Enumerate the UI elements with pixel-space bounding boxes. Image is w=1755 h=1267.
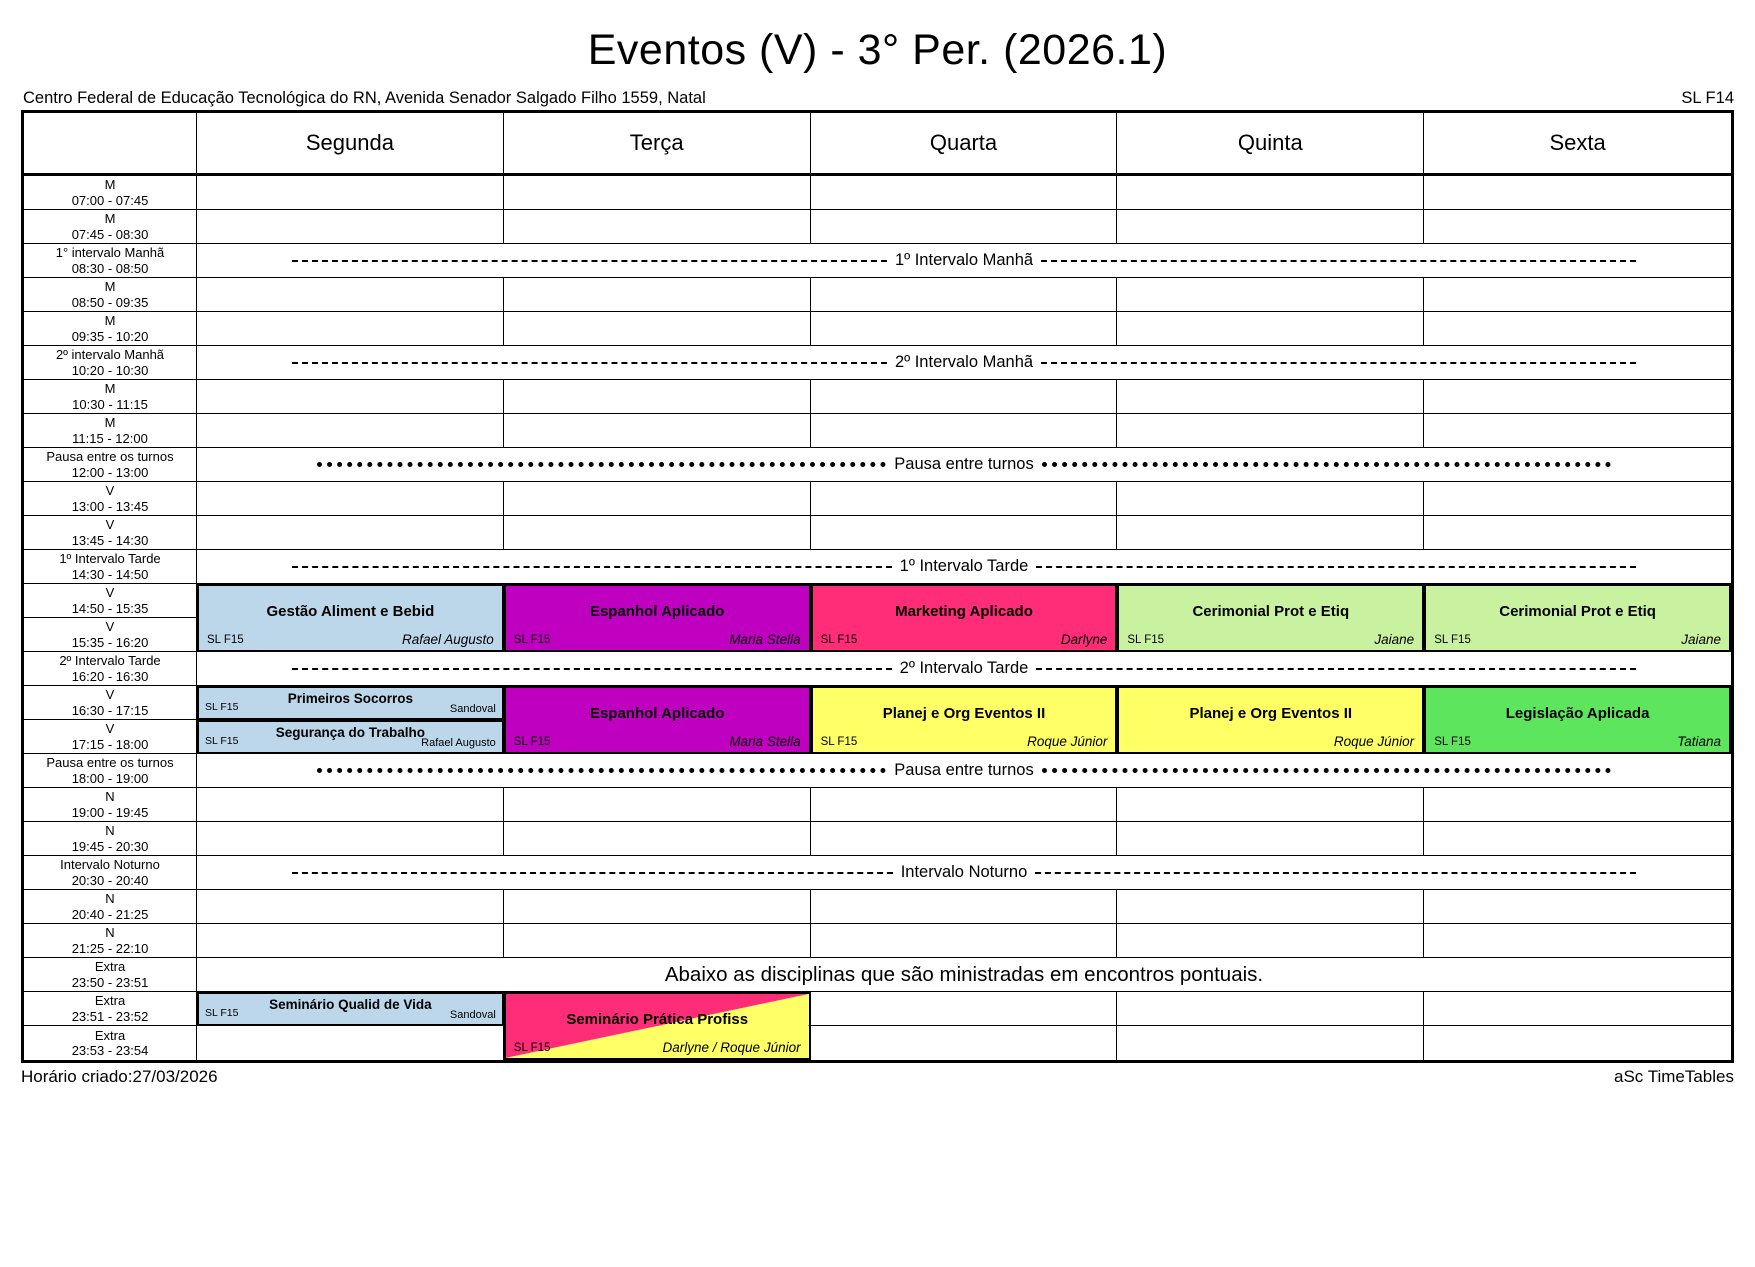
class-teacher: Jaiane <box>1374 632 1415 647</box>
class-teacher: Sandoval <box>449 703 496 715</box>
slot-cell <box>197 516 504 550</box>
slot-cell <box>504 380 811 414</box>
dashed-line <box>1036 668 1636 670</box>
time-row-label: Pausa entre os turnos <box>46 449 174 464</box>
slot-cell <box>197 1026 504 1060</box>
dashed-line <box>1036 566 1636 568</box>
time-row-range: 08:30 - 08:50 <box>71 260 149 276</box>
time-row-label: M <box>104 279 116 294</box>
day-header-terça: Terça <box>504 113 811 176</box>
class-room: SL F15 <box>205 1007 239 1019</box>
time-row-label: Pausa entre os turnos <box>46 755 174 770</box>
time-row-range: 13:45 - 14:30 <box>71 532 149 548</box>
slot-cell <box>1117 414 1424 448</box>
dashed-line <box>292 872 893 874</box>
time-cell <box>24 720 197 754</box>
class-block <box>1117 584 1424 652</box>
time-row-range: 23:53 - 23:54 <box>71 1043 149 1058</box>
interval-row <box>197 550 1731 584</box>
class-title: Espanhol Aplicado <box>589 705 725 722</box>
dashed-line <box>292 362 887 364</box>
corner-cell <box>24 113 197 176</box>
time-row-label: M <box>104 415 116 430</box>
slot-cell <box>811 210 1118 244</box>
class-title: Cerimonial Prot e Etiq <box>1499 603 1656 620</box>
time-row-label: N <box>105 891 115 906</box>
class-teacher: Maria Stella <box>729 632 801 647</box>
class-room: SL F15 <box>1127 634 1165 646</box>
dashed-line <box>1041 362 1636 364</box>
slot-cell <box>1117 992 1424 1026</box>
slot-cell <box>1424 822 1731 856</box>
class-title: Segurança do Trabalho <box>275 725 426 740</box>
class-block <box>197 686 504 720</box>
pause-label: Pausa entre turnos <box>894 761 1034 779</box>
time-row-range: 20:30 - 20:40 <box>71 872 149 888</box>
time-cell <box>24 822 197 856</box>
slot-cell <box>811 312 1118 346</box>
class-teacher: Tatiana <box>1677 734 1721 749</box>
time-cell <box>24 278 197 312</box>
time-row-label: V <box>105 483 115 498</box>
class-title: Seminário Qualid de Vida <box>269 997 432 1012</box>
time-row-label: N <box>105 925 115 940</box>
slot-cell <box>811 278 1118 312</box>
slot-cell <box>1424 210 1731 244</box>
time-row-range: 18:00 - 19:00 <box>71 770 149 786</box>
slot-cell <box>197 414 504 448</box>
time-cell <box>24 176 197 210</box>
time-row-label: V <box>105 517 115 532</box>
class-title: Planej e Org Eventos II <box>1189 705 1353 722</box>
interval-row <box>197 652 1731 686</box>
time-row-label: V <box>105 687 115 702</box>
time-row-label: Extra <box>94 1027 126 1043</box>
dashed-line <box>292 668 892 670</box>
slot-cell <box>1424 924 1731 958</box>
slot-cell <box>504 312 811 346</box>
slot-cell <box>504 482 811 516</box>
time-row-range: 14:50 - 15:35 <box>71 600 149 616</box>
slot-cell <box>1424 890 1731 924</box>
slot-cell <box>504 890 811 924</box>
slot-cell <box>811 482 1118 516</box>
created-date: Horário criado:27/03/2026 <box>21 1067 218 1086</box>
class-block <box>197 992 504 1026</box>
slot-cell <box>1117 516 1424 550</box>
pause-label: Pausa entre turnos <box>894 455 1034 473</box>
slot-cell <box>504 516 811 550</box>
interval-label: 2º Intervalo Tarde <box>899 659 1029 677</box>
time-row-range: 10:30 - 11:15 <box>72 396 148 412</box>
slot-cell <box>504 210 811 244</box>
slot-cell <box>1424 992 1731 1026</box>
slot-cell <box>1424 312 1731 346</box>
slot-cell <box>197 176 504 210</box>
slot-cell <box>197 278 504 312</box>
slot-cell <box>197 210 504 244</box>
slot-cell <box>811 380 1118 414</box>
class-block <box>504 992 811 1060</box>
page-title: Eventos (V) - 3° Per. (2026.1) <box>587 26 1168 74</box>
class-teacher: Rafael Augusto <box>401 632 494 647</box>
slot-cell <box>811 822 1118 856</box>
class-block <box>504 686 811 754</box>
slot-cell <box>197 380 504 414</box>
slot-cell <box>197 482 504 516</box>
dashed-line <box>292 566 892 568</box>
interval-label: Intervalo Noturno <box>900 863 1028 881</box>
time-row-range: 14:30 - 14:50 <box>71 566 149 582</box>
time-cell <box>24 414 197 448</box>
time-cell <box>24 890 197 924</box>
dashed-line <box>1035 872 1636 874</box>
dotted-line <box>1042 462 1611 467</box>
timetable-page <box>0 26 1755 1087</box>
class-block <box>811 584 1118 652</box>
time-row-label: 2º intervalo Manhã <box>55 347 165 362</box>
asc-timetables-credit: aSc TimeTables <box>1614 1067 1734 1086</box>
interval-label: 1º Intervalo Manhã <box>894 251 1034 269</box>
dashed-line <box>1041 260 1636 262</box>
time-cell <box>24 346 197 380</box>
slot-cell <box>504 788 811 822</box>
time-row-range: 23:50 - 23:51 <box>71 974 149 990</box>
time-cell <box>24 754 197 788</box>
interval-row <box>197 244 1731 278</box>
time-row-range: 16:20 - 16:30 <box>71 668 149 684</box>
day-header-segunda: Segunda <box>197 113 504 176</box>
time-row-label: M <box>104 313 116 328</box>
slot-cell <box>504 278 811 312</box>
class-teacher: Rafael Augusto <box>421 737 496 749</box>
time-row-range: 08:50 - 09:35 <box>71 294 149 310</box>
interval-label: 1º Intervalo Tarde <box>899 557 1029 575</box>
time-cell <box>24 1026 197 1060</box>
slot-cell <box>504 822 811 856</box>
class-teacher: Roque Júnior <box>1333 734 1415 749</box>
pause-row <box>197 754 1731 788</box>
slot-cell <box>1117 312 1424 346</box>
class-block <box>811 686 1118 754</box>
dotted-line <box>1042 768 1611 773</box>
time-row-range: 07:00 - 07:45 <box>71 192 149 208</box>
slot-cell <box>197 788 504 822</box>
slot-cell <box>197 924 504 958</box>
slot-cell <box>1117 890 1424 924</box>
time-cell <box>24 856 197 890</box>
slot-cell <box>1424 380 1731 414</box>
time-row-range: 10:20 - 10:30 <box>71 362 149 378</box>
class-block <box>1424 686 1731 754</box>
dotted-line <box>317 768 886 773</box>
time-row-label: Intervalo Noturno <box>60 857 160 872</box>
time-row-range: 11:15 - 12:00 <box>72 430 148 446</box>
class-room: SL F15 <box>1434 634 1471 646</box>
dotted-line <box>317 462 886 467</box>
slot-cell <box>1117 380 1424 414</box>
slot-cell <box>811 992 1118 1026</box>
time-row-label: M <box>104 177 116 192</box>
room-code: SL F14 <box>1681 89 1734 107</box>
class-title: Planej e Org Eventos II <box>882 705 1046 722</box>
time-row-range: 20:40 - 21:25 <box>71 906 149 922</box>
time-row-range: 19:00 - 19:45 <box>71 804 149 820</box>
time-row-range: 13:00 - 13:45 <box>71 498 149 514</box>
class-title: Primeiros Socorros <box>287 691 414 706</box>
time-cell <box>24 210 197 244</box>
time-row-range: 17:15 - 18:00 <box>71 736 149 752</box>
footer <box>21 1067 1734 1087</box>
slot-cell <box>811 516 1118 550</box>
note-text: Abaixo as disciplinas que são ministradas em encontros pontuais. <box>664 962 1264 986</box>
slot-cell <box>1117 788 1424 822</box>
time-row-label: 1° intervalo Manhã <box>55 245 165 260</box>
class-room: SL F15 <box>205 701 239 713</box>
time-cell <box>24 584 197 618</box>
time-row-label: V <box>105 721 115 736</box>
slot-cell <box>1117 924 1424 958</box>
slot-cell <box>1117 1026 1424 1060</box>
slot-cell <box>1117 482 1424 516</box>
slot-cell <box>811 890 1118 924</box>
class-teacher: Roque Júnior <box>1027 734 1108 749</box>
time-row-range: 07:45 - 08:30 <box>71 226 149 242</box>
time-row-label: Extra <box>94 959 126 974</box>
slot-cell <box>504 176 811 210</box>
time-row-label: N <box>105 789 115 804</box>
class-block <box>197 720 504 754</box>
class-title: Legislação Aplicada <box>1505 705 1650 722</box>
sub-header <box>23 89 1734 108</box>
class-room: SL F15 <box>820 634 858 646</box>
class-room: SL F15 <box>205 735 239 747</box>
time-row-label: M <box>104 211 116 226</box>
class-room: SL F15 <box>513 634 551 646</box>
slot-cell <box>1424 414 1731 448</box>
class-teacher: Darlyne <box>1060 632 1108 647</box>
time-row-label: N <box>105 823 115 838</box>
class-block <box>1424 584 1731 652</box>
time-cell <box>24 788 197 822</box>
slot-cell <box>197 822 504 856</box>
slot-cell <box>811 924 1118 958</box>
slot-cell <box>1424 788 1731 822</box>
class-room: SL F15 <box>820 736 858 748</box>
dashed-line <box>292 260 887 262</box>
class-teacher: Maria Stella <box>729 734 801 749</box>
day-header-sexta: Sexta <box>1424 113 1731 176</box>
slot-cell <box>1424 482 1731 516</box>
class-title: Espanhol Aplicado <box>589 603 725 620</box>
note-row <box>197 958 1731 992</box>
interval-label: 2º Intervalo Manhã <box>894 353 1034 371</box>
time-cell <box>24 618 197 652</box>
slot-cell <box>811 414 1118 448</box>
slot-cell <box>197 312 504 346</box>
time-cell <box>24 380 197 414</box>
time-row-range: 21:25 - 22:10 <box>71 940 149 956</box>
slot-cell <box>811 176 1118 210</box>
time-row-range: 09:35 - 10:20 <box>71 328 149 344</box>
time-cell <box>24 312 197 346</box>
time-cell <box>24 958 197 992</box>
time-row-label: 1º Intervalo Tarde <box>59 551 161 566</box>
day-header-quarta: Quarta <box>811 113 1118 176</box>
time-row-range: 12:00 - 13:00 <box>71 464 149 480</box>
slot-cell <box>1117 210 1424 244</box>
slot-cell <box>1424 278 1731 312</box>
slot-cell <box>197 890 504 924</box>
class-room: SL F15 <box>513 736 551 748</box>
class-title: Gestão Aliment e Bebid <box>266 603 435 620</box>
time-cell <box>24 686 197 720</box>
time-cell <box>24 244 197 278</box>
slot-cell <box>1117 822 1424 856</box>
class-teacher: Sandoval <box>449 1009 496 1021</box>
time-cell <box>24 924 197 958</box>
time-row-label: 2º Intervalo Tarde <box>59 653 161 668</box>
time-row-label: V <box>105 585 115 600</box>
slot-cell <box>504 414 811 448</box>
time-row-range: 19:45 - 20:30 <box>71 838 149 854</box>
time-row-range: 16:30 - 17:15 <box>71 702 149 718</box>
time-cell <box>24 550 197 584</box>
slot-cell <box>504 924 811 958</box>
class-title: Seminário Prática Profiss <box>566 1011 749 1028</box>
slot-cell <box>1117 176 1424 210</box>
time-row-range: 15:35 - 16:20 <box>71 634 149 650</box>
time-cell <box>24 992 197 1026</box>
class-title: Cerimonial Prot e Etiq <box>1192 603 1350 620</box>
class-block <box>504 584 811 652</box>
class-teacher: Jaiane <box>1681 632 1721 647</box>
class-title: Marketing Aplicado <box>895 603 1033 620</box>
slot-cell <box>1424 176 1731 210</box>
timetable-grid <box>21 110 1734 1063</box>
time-row-label: Extra <box>94 993 126 1008</box>
class-room: SL F15 <box>207 634 244 646</box>
slot-cell <box>1424 516 1731 550</box>
interval-row <box>197 346 1731 380</box>
class-room: SL F15 <box>1434 736 1471 748</box>
slot-cell <box>811 788 1118 822</box>
interval-row <box>197 856 1731 890</box>
slot-cell <box>811 1026 1118 1060</box>
class-room: SL F15 <box>513 1042 551 1054</box>
institution-address: Centro Federal de Educação Tecnológica do RN, Avenida Senador Salgado Filho 1559, Natal <box>23 89 706 107</box>
day-header-quinta: Quinta <box>1117 113 1424 176</box>
pause-row <box>197 448 1731 482</box>
slot-cell <box>1117 278 1424 312</box>
time-cell <box>24 482 197 516</box>
time-row-label: M <box>104 381 116 396</box>
time-row-label: V <box>105 619 115 634</box>
time-cell <box>24 516 197 550</box>
class-teacher: Darlyne / Roque Júnior <box>662 1040 801 1055</box>
class-block <box>197 584 504 652</box>
time-row-range: 23:51 - 23:52 <box>71 1008 149 1024</box>
slot-cell <box>1424 1026 1731 1060</box>
class-block <box>1117 686 1424 754</box>
time-cell <box>24 448 197 482</box>
time-cell <box>24 652 197 686</box>
